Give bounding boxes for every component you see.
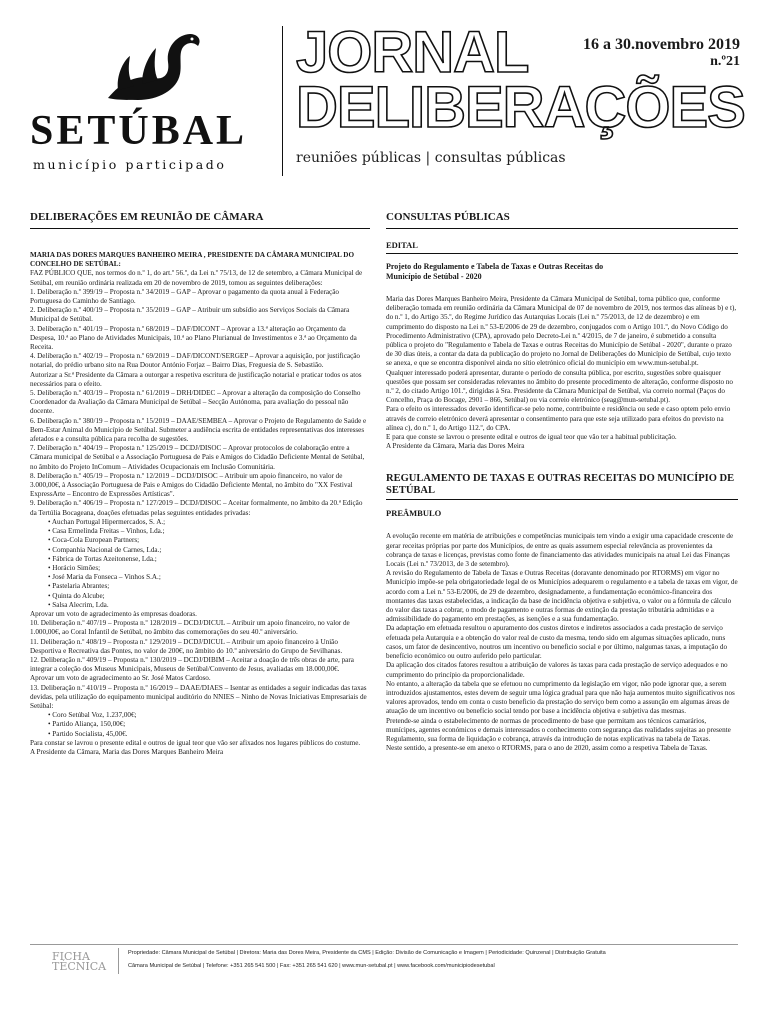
bird-logo-icon: [98, 20, 208, 110]
left-header: MARIA DAS DORES MARQUES BANHEIRO MEIRA , PRESIDENTE DA CÂMARA MUNICIPAL DO CONCELHO DE SETÚBAL:: [30, 251, 354, 269]
list-item: • Coro Setúbal Voz, 1.237,00€;: [48, 711, 370, 720]
list-item: • Partido Aliança, 150,00€;: [48, 720, 370, 729]
paragraph: No entanto, a alteração da tabela que se efetuou no cumprimento da legislação em vigor, não pode ignorar que, a serem introduzidos ajustamentos, estes devem de seguir uma lógica gradual para que não haja aumentos muito significativos nos valores aprovados, tendo em conta o custo beneficio da prestação do serviço bem como a assunção em algumas áreas de atuação de um incentivo ou benefício social tendo por base a incidência objetiva e subjetiva das mesmas.: [386, 679, 735, 716]
edital-rule: [386, 253, 738, 254]
paragraph: Pretende-se ainda o estabelecimento de normas de procedimento de base que permitam aos técnicos camarários, munícipes, agentes económicos e demais interessados o conhecimento com segurança das realidades sujeitas ao presente Regulamento, sua forma de liquidação e cobrança, através da introdução de notas explicativas na tabela de Taxas.: [386, 716, 731, 743]
paragraph: 5. Deliberação n.º 403/19 – Proposta n.º 61/2019 – DRH/DIDEC – Aprovar a alteração da composição do Conselho Coordenador da Avaliação da Câmara Municipal de Setúbal – Secção Autónoma, para avaliação do pessoal não docente.: [30, 389, 361, 416]
paragraph: Da aplicação dos citados fatores resultou a atribuição de valores às taxas para cada prestação de serviço adequados e no cumprimento do princípio da proporcionalidade.: [386, 661, 728, 679]
right-column: [386, 240, 738, 753]
paragraph: A Presidente da Câmara, Maria das Dores Marques Banheiro Meira: [30, 747, 224, 756]
preambulo-paragraphs: [386, 532, 738, 753]
paragraph: 8. Deliberação n.º 405/19 – Proposta n.º 12/2019 – DCDJ/DISOC – Atribuir um apoio financeiro, no valor de 3.000,00€, à Associação Portuguesa de Pais e Amigos do Cidadão Deficiente Mental, no âmbito do "XX Festival ExpressArte – Encontro de Expressões Artísticas".: [30, 471, 353, 499]
paragraph: 1. Deliberação n.º 399/19 – Proposta n.º 34/2019 – GAP – Aprovar o pagamento da quota anual à Federação Portuguesa do Caminho de Santiago.: [30, 287, 339, 306]
paragraph: 10. Deliberação n.º 407/19 – Proposta n.º 128/2019 – DCDJ/DICUL – Atribuir um apoio financeiro, no valor de 1.000,00€, ao Coral Infantil de Setúbal, no âmbito das comemorações do seu 40.º aniversário.: [30, 619, 350, 637]
paragraph: Aprovar um voto de agradecimento ao Sr. José Matos Cardoso.: [30, 674, 211, 683]
paragraph: A Presidente da Câmara, Maria das Dores Meira: [386, 442, 525, 451]
list-item: • Quinta do Alcube;: [48, 592, 370, 601]
paragraph: 13. Deliberação n.º 410/19 – Proposta n.º 16/2019 – DAAE/DIAES – Isentar as entidades a seguir indicadas das taxas devidas, pela utilização do equipamento municipal auditório do NNIES – Ninho de Novas Iniciativas Empresariais de Setúbal:: [30, 683, 367, 710]
brand-tagline: município participado: [33, 157, 227, 172]
masthead-divider: [282, 26, 283, 176]
list-item: • Salsa Alecrim, Lda.: [48, 601, 370, 610]
paragraph: Qualquer interessado poderá apresentar, durante o período de consulta pública, por escrito, sugestões sobre quaisquer questões que possam ser consideradas relevantes no âmbito do presente procedimento de alteração, conforme disposto no n.º 2, do citado Artigo 101.º, dirigidas à Sra. Presidente da Câmara Municipal de Setúbal, via correio normal (Paços do Concelho, Praça do Bocage, 2901 – 866, Setúbal) ou via correio eletrónico (seag@mun-setubal.pt).: [386, 368, 734, 405]
left-column: [30, 251, 370, 757]
paragraph: Maria das Dores Marques Banheiro Meira, Presidente da Câmara Municipal de Setúbal, torna público que, conforme deliberação tomada em reunião ordinária da Câmara Municipal de 07 de novembro de 2019, nos termos das alíneas b) e t), do n.º 1, do Artigo 35.º, do Regime Jurídico das Autarquias Locais (Lei n.º 75/2013, de 12 de dezembro) e em cumprimento do disposto na Lei n.º 53-E/2006 de 29 de dezembro, conjugados com o Artigo 101.º, do Novo Código do Procedimento Administrativo (CPA), aprovado pelo Decreto-Lei n.º 4/2015, de 7 de janeiro, é submetido a consulta pública o projeto do "Regulamento e Tabela de Taxas e outras Receitas do Município de Setúbal - 2020", durante o prazo de 30 dias úteis, a contar da data da publicação do projeto no Jornal de Deliberações do Município de Setúbal, cujo texto se anexa, e que se encontra disponível ainda no sítio eletrónico oficial do município em www.mun-setubal.pt.: [386, 295, 737, 368]
preambulo-heading: PREÂMBULO: [386, 508, 442, 519]
left-paragraphs-3: [30, 739, 370, 757]
journal-title-line1: JORNAL: [296, 20, 529, 85]
paragraph: 3. Deliberação n.º 401/19 – Proposta n.º 68/2019 – DAF/DICONT – Aprovar a 13.ª alteração ao Orçamento da Despesa, 10.ª ao Plano de Atividades Municipais, 10.ª ao Plano Plurianual de Investimentos e 3.ª ao Orçamento da Receita.: [30, 324, 357, 352]
paragraph: Para o efeito os interessados deverão identificar-se pelo nome, contribuinte e residência ou sede e caso optem pelo envio através de correio eletrónico deverá apresentar o consentimento para que este seja utilizado para efeitos do previsto na alínea c), do n.º 1, do Artigo 112.º, do CPA.: [386, 405, 731, 432]
list-item: • José Maria da Fonseca – Vinhos S.A.;: [48, 573, 370, 582]
list-item: • Coca-Cola European Partners;: [48, 536, 370, 545]
journal-title-line2: DELIBERAÇÕES: [296, 75, 745, 140]
footer-line-1: Propriedade: Câmara Municipal de Setúbal | Diretora: Maria das Dores Meira, Presidente da CMS | Edição: Divisão de Comunicação e Imagem | Periodicidade: Quinzenal | Distribuição Gratuita: [128, 950, 606, 956]
issue-date: 16 a 30.novembro 2019: [582, 36, 740, 53]
paragraph: 4. Deliberação n.º 402/19 – Proposta n.º 69/2019 – DAF/DICONT/SERGEP – Aprovar a aquisição, por justificação notarial, do prédio urbano sito na Rua Doutor António Forjaz – Bairro Dias, Freguesia de S. Sebastião.: [30, 352, 360, 370]
regulation-title: REGULAMENTO DE TAXAS E OUTRAS RECEITAS DO MUNICÍPIO DE SETÚBAL: [386, 473, 735, 496]
footer-line-2: Câmara Municipal de Setúbal | Telefone: +351 265 541 500 | Fax: +351 265 541 620 | www.mun-setubal.pt | www.facebook.com/municipiodesetubal: [128, 963, 495, 969]
paragraph: A evolução recente em matéria de atribuições e competências municipais tem vindo a exigir uma capacidade crescente de gerar receitas próprias por parte dos Municípios, de entre as quais assumem especial relevância as provenientes da cobrança de taxas e licenças, previstas como fonte de financiamento das atividades municipais na atual Lei das Finanças Locais (Lei n.º 73/2013, de 3 de setembro).: [386, 532, 734, 569]
masthead-subtitle: reuniões públicas | consultas públicas: [296, 150, 566, 166]
left-paragraphs-2: [30, 610, 370, 711]
left-paragraphs: [30, 269, 370, 517]
paragraph: Para constar se lavrou o presente edital e outros de igual teor que vão ser afixados nos lugares públicos do costume.: [30, 738, 361, 747]
list-item: • Auchan Portugal Hipermercados, S. A.;: [48, 518, 370, 527]
donor-list: [30, 518, 370, 610]
paragraph: Autorizar a Sr.ª Presidente da Câmara a outorgar a respetiva escritura de justificação notarial e praticar todos os atos necessários para o efeito.: [30, 370, 362, 388]
paragraph: 6. Deliberação n.º 380/19 – Proposta n.º 15/2019 – DAAE/SEMBEA – Aprovar o Projeto de Regulamento de Saúde e Bem-Estar Animal do Município de Setúbal. Submeter a audiência escrita de entidades representativas dos interesses afetados e a consulta pública para recolha de sugestões.: [30, 416, 367, 444]
right-section-title: CONSULTAS PÚBLICAS: [386, 211, 510, 223]
brand-name: SETÚBAL: [30, 108, 248, 154]
footer-rule: [30, 944, 738, 945]
edital-heading: EDITAL: [386, 240, 418, 250]
paragraph: 2. Deliberação n.º 400/19 – Proposta n.º 35/2019 – GAP – Atribuir um subsídio aos Serviços Sociais da Câmara Municipal de Setúbal.: [30, 306, 350, 324]
list-item: • Horácio Simões;: [48, 564, 370, 573]
paragraph: 9. Deliberação n.º 406/19 – Proposta n.º 127/2019 – DCDJ/DISOC – Aceitar formalmente, no âmbito da 20.ª Edição da Tertúlia Bocageana, doações efetuadas pelas seguintes entidades privadas:: [30, 499, 363, 517]
paragraph: 12. Deliberação n.º 409/19 – Proposta n.º 130/2019 – DCDJ/DIBIM – Aceitar a doação de três obras de arte, para integrar a coleção dos Museus Municipais, Museus de Setúbal/Convento de Jesus, avaliadas em 18.000,00€.: [30, 655, 354, 674]
paragraph: 11. Deliberação n.º 408/19 – Proposta n.º 129/2019 – DCDJ/DICUL – Atribuir um apoio financeiro à União Desportiva e Recreativa das Pontes, no valor de 200€, no âmbito do 10.º aniversário do Grupo de Sevilhanas.: [30, 637, 343, 655]
list-item: • Fábrica de Tortas Azeitonense, Lda.;: [48, 555, 370, 564]
paragraph: 7. Deliberação n.º 404/19 – Proposta n.º 125/2019 – DCDJ/DISOC – Aprovar protocolos de colaboração entre a Câmara municipal de Setúbal e a Associação Portuguesa de Pais e Amigos do Cidadão Deficiente Mental de Setúbal, no âmbito do Projeto InComum – Atividades Ocupacionais em Inclusão Comunitária.: [30, 444, 365, 471]
ficha-tecnica-label: FICHA TÉCNICA: [52, 950, 107, 973]
list-item: • Companhia Nacional de Carnes, Lda.;: [48, 546, 370, 555]
list-item: • Partido Socialista, 45,00€.: [48, 730, 370, 739]
paragraph: Da adaptação em efetuada resultou o apuramento dos custos diretos e indiretos associados a cada prestação de serviço efetuada pela Autarquia e a obtenção do valor real de custo da mesma, tendo sido em algumas situações aplicado, nuns casos, um fator de desincentivo, noutros um incentivo ou beneficio social e por último, nalgumas taxas, a imputação do benefício económico ou outro auferido pelo particular.: [386, 624, 728, 661]
left-section-rule: [30, 228, 370, 229]
footer-divider: [118, 948, 119, 974]
edital-paragraphs: [386, 295, 738, 451]
paragraph: FAZ PÚBLICO QUE, nos termos do n.º 1, do art.º 56.º, da Lei n.º 75/13, de 12 de setembro, a Câmara Municipal de Setúbal, em reunião ordinária realizada em 20 de novembro de 2019, tomou as seguintes deliberações:: [30, 269, 363, 287]
list-item: • Casa Ermelinda Freitas – Vinhos, Lda.;: [48, 527, 370, 536]
paragraph: Aprovar um voto de agradecimento às empresas doadoras.: [30, 609, 197, 618]
list-item: • Pastelaria Abrantes;: [48, 582, 370, 591]
right-section-rule: [386, 228, 738, 229]
paragraph: A revisão do Regulamento de Tabela de Taxas e Outras Receitas (doravante denominado por RTORMS) em vigor no Município impõe-se pela obrigatoriedade legal de os Municípios adequarem o regulamento e a tabela de taxas em vigor, de acordo com a Lei n.º 53-E/2006, de 29 de dezembro, designadamente, a fundamentação económico-financeira dos montantes das taxas estabelecidas, a indicação da base de incidência objetiva e subjetiva, o valor ou a fórmula de cálculo do valor das taxas a cobrar, o modo de pagamento e outras formas de extinção da prestação tributária admitidas e a admissibilidade do pagamento em prestações, as isenções e a sua fundamentação.: [386, 569, 738, 624]
project-title: Projeto do Regulamento e Tabela de Taxas e Outras Receitas do Município de Setúbal - 2020: [386, 262, 604, 281]
issue-number: n.º21: [710, 54, 740, 69]
left-section-title: DELIBERAÇÕES EM REUNIÃO DE CÂMARA: [30, 211, 264, 223]
paragraph: E para que conste se lavrou o presente edital e outros de igual teor que vão ter a habitual publicitação.: [386, 433, 677, 442]
paragraph: Neste sentido, a presente-se em anexo o RTORMS, para o ano de 2020, assim como a respetiva Tabela de Taxas.: [386, 744, 708, 753]
regulation-rule: [386, 499, 738, 500]
fee-list: [30, 711, 370, 739]
